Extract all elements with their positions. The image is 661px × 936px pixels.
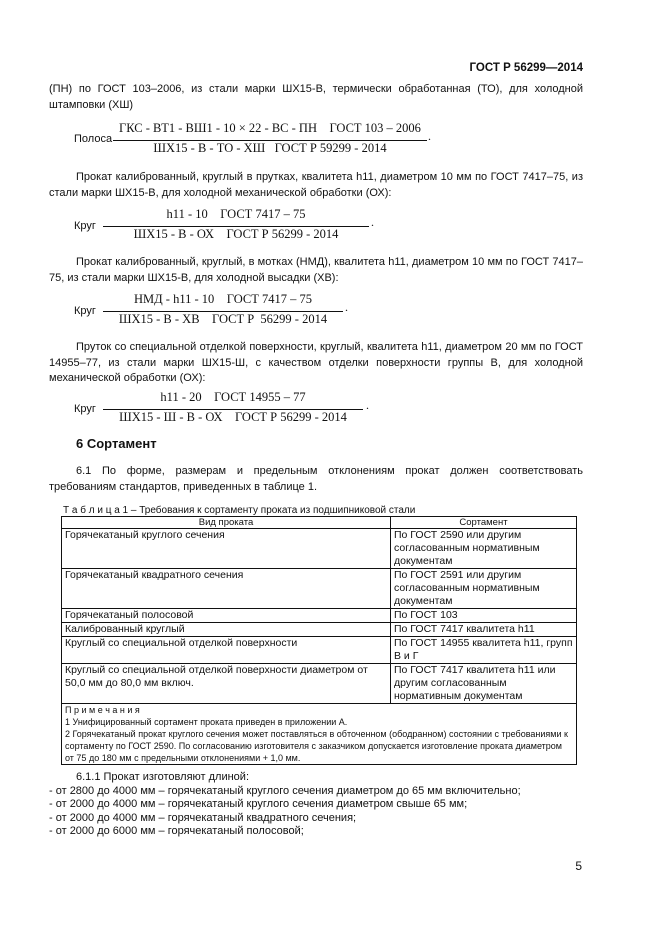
section-title: 6 Сортамент — [76, 436, 157, 451]
note-item: 2 Горячекатаный прокат круглого сечения может поставляться в обточенном (ободранном) состоянии с требованиями к сортаменту по ГОСТ 2590. По согласованию изготовителя с заказчиком допускается изготовление проката диаметром от 75 до 180 мм с предельными отклонениями + 1,0 мм. — [65, 729, 568, 763]
list-item: - от 2000 до 4000 мм – горячекатаный круглого сечения диаметром свыше 65 мм; — [49, 798, 468, 810]
assortment-table — [61, 516, 577, 765]
table-row — [62, 569, 577, 609]
paragraph-kalibrovanny: Прокат калиброванный, круглый в прутках, квалитета h11, диаметром 10 мм по ГОСТ 7417–75, из стали марки ШХ15-В, для холодной механической обработки (ОХ): — [49, 171, 583, 199]
table-cell: Круглый со специальной отделкой поверхности диаметром от 50,0 мм до 80,0 мм включ. — [62, 664, 391, 704]
example-4-period: . — [366, 398, 369, 412]
example-1-period: . — [428, 129, 431, 143]
table-cell: По ГОСТ 7417 квалитета h11 или другим согласованным нормативным документам — [391, 664, 577, 704]
table-header-row — [62, 517, 577, 529]
paragraph-prutok: Пруток со специальной отделкой поверхности, круглый, квалитета h11, диаметром 20 мм по ГОСТ 14955–77, из стали марки ШХ15-Ш, с качеством отделки поверхности группы В, для холодной механической обработки (ОХ): — [49, 341, 583, 384]
table-row — [62, 637, 577, 664]
document-id: ГОСТ Р 56299—2014 — [469, 62, 583, 74]
table-cell: По ГОСТ 7417 квалитета h11 — [391, 623, 577, 637]
table-row — [62, 609, 577, 623]
intro-paragraph: (ПН) по ГОСТ 103–2006, из стали марки ШХ15-В, термически обработанная (ТО), для холодной штамповки (ХШ) — [49, 83, 583, 111]
example-1-label: Полоса — [74, 133, 113, 145]
table-row — [62, 529, 577, 569]
table-cell: Горячекатаный полосовой — [62, 609, 391, 623]
example-1-numerator: ГКС - ВТ1 - ВШ1 - 10 × 22 - ВС - ПН ГОСТ 103 – 2006 — [119, 121, 421, 135]
column-header-type: Вид проката — [62, 517, 391, 529]
notes-title: П р и м е ч а н и я — [65, 705, 140, 715]
list-item: - от 2000 до 4000 мм – горячекатаный квадратного сечения; — [49, 811, 357, 824]
example-4-numerator: h11 - 20 ГОСТ 14955 – 77 — [160, 390, 306, 404]
paragraph-6-1: 6.1 По форме, размерам и предельным отклонениям прокат должен соответствовать требованиям стандартов, приведенных в таблице 1. — [49, 465, 583, 493]
table-cell: По ГОСТ 2591 или другим согласованным нормативным документам — [391, 569, 577, 609]
note-item: 1 Унифицированный сортамент проката приведен в приложении А. — [65, 717, 348, 727]
table-caption: Т а б л и ц а 1 – Требования к сортаменту проката из подшипниковой стали — [63, 505, 416, 516]
table-cell: Калиброванный круглый — [62, 623, 391, 637]
table-row — [62, 623, 577, 637]
page-number: 5 — [575, 859, 582, 873]
example-3-label: Круг — [74, 305, 96, 317]
list-item: - от 2800 до 4000 мм – горячекатаный круглого сечения диаметром до 65 мм включительно; — [49, 784, 521, 797]
table-cell: Горячекатаный квадратного сечения — [62, 569, 391, 609]
example-3-denominator: ШХ15 - В - ХВ ГОСТ Р 56299 - 2014 — [118, 312, 328, 326]
table-cell: Круглый со специальной отделкой поверхности — [62, 637, 391, 664]
table-notes-row — [62, 704, 577, 765]
example-2-numerator: h11 - 10 ГОСТ 7417 – 75 — [166, 207, 306, 221]
length-list — [49, 771, 521, 839]
example-3-period: . — [345, 300, 348, 314]
table-cell: Горячекатаный круглого сечения — [62, 529, 391, 569]
table-row — [62, 664, 577, 704]
paragraph-motki: Прокат калиброванный, круглый, в мотках (НМД), квалитета h11, диаметром 10 мм по ГОСТ 7417–75, из стали марки ШХ15-В, для холодной высадки (ХВ): — [49, 256, 583, 284]
example-1-denominator: ШХ15 - В - ТО - ХШ ГОСТ Р 59299 - 2014 — [153, 141, 387, 155]
table-cell: По ГОСТ 103 — [391, 609, 577, 623]
table-cell: По ГОСТ 14955 квалитета h11, групп В и Г — [391, 637, 577, 664]
table-notes — [62, 704, 577, 765]
example-2-denominator: ШХ15 - В - ОХ ГОСТ Р 56299 - 2014 — [133, 227, 339, 241]
example-3-numerator: НМД - h11 - 10 ГОСТ 7417 – 75 — [134, 292, 312, 306]
example-4-label: Круг — [74, 403, 96, 415]
example-4-denominator: ШХ15 - Ш - В - ОХ ГОСТ Р 56299 - 2014 — [119, 410, 347, 424]
example-2-period: . — [371, 215, 374, 229]
example-2-label: Круг — [74, 220, 96, 232]
length-intro: 6.1.1 Прокат изготовляют длиной: — [76, 771, 249, 783]
table-cell: По ГОСТ 2590 или другим согласованным нормативным документам — [391, 529, 577, 569]
list-item: - от 2000 до 6000 мм – горячекатаный полосовой; — [49, 825, 304, 837]
column-header-assortment: Сортамент — [391, 517, 577, 529]
